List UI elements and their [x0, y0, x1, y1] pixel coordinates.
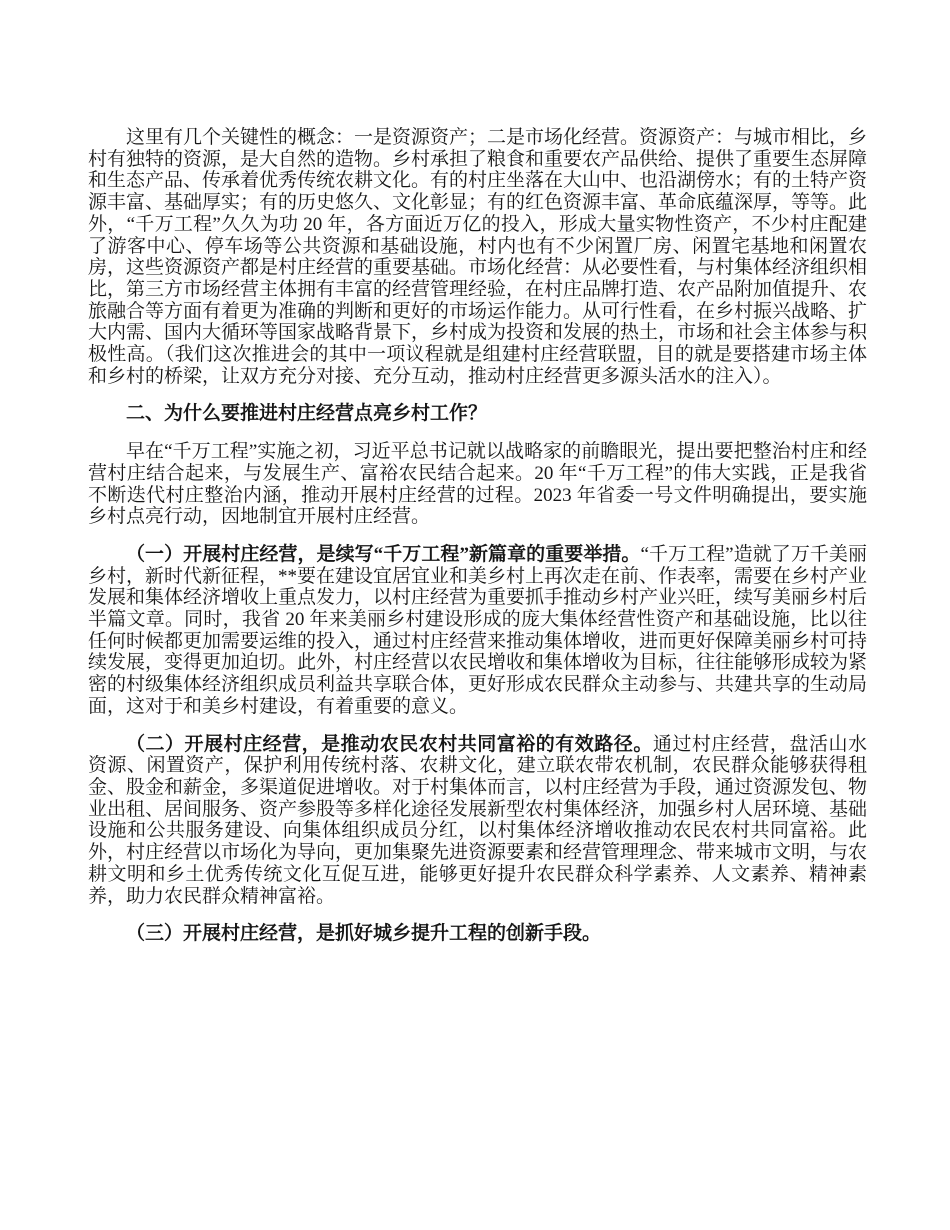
subsection-3-lead: （三）开展村庄经营，是抓好城乡提升工程的创新手段。 [126, 923, 602, 945]
subsection-paragraph-1 [88, 544, 867, 718]
subsection-paragraph-2 [88, 734, 867, 908]
subsection-1-lead: （一）开展村庄经营，是续写“千万工程”新篇章的重要举措。 [126, 543, 641, 565]
lead-paragraph: 早在“千万工程”实施之初，习近平总书记就以战略家的前瞻眼光，提出要把整治村庄和经营村庄结合起来，与发展生产、富裕农民结合起来。20 年“千万工程”的伟大实践，正是我省不断迭代村庄整治内涵，推动开展村庄经营的过程。2023 年省委一号文件明确提出，要实施乡村点亮行动，因地制宜开展村庄经营。 [88, 441, 867, 528]
subsection-2-body: 通过村庄经营，盘活山水资源、闲置资产，保护利用传统村落、农耕文化，建立联农带农机制，农民群众能够获得租金、股金和薪金，多渠道促进增收。对于村集体而言，以村庄经营为手段，通过资源发包、物业出租、居间服务、资产参股等多样化途径发展新型农村集体经济，加强乡村人居环境、基础设施和公共服务建设、向集体组织成员分红，以村集体经济增收推动农民农村共同富裕。此外，村庄经营以市场化为导向，更加集聚先进资源要素和经营管理理念、带来城市文明，与农耕文明和乡土优秀传统文化互促互进，能够更好提升农民群众科学素养、人文素养、精神素养，助力农民群众精神富裕。 [88, 733, 868, 907]
subsection-2-lead: （二）开展村庄经营，是推动农民农村共同富裕的有效路径。 [126, 733, 653, 755]
intro-paragraph: 这里有几个关键性的概念：一是资源资产；二是市场化经营。资源资产：与城市相比，乡村有独特的资源，是大自然的造物。乡村承担了粮食和重要农产品供给、提供了重要生态屏障和生态产品、传承着优秀传统农耕文化。有的村庄坐落在大山中、也沿湖傍水；有的土特产资源丰富、基础厚实；有的历史悠久、文化彰显；有的红色资源丰富、革命底蕴深厚，等等。此外，“千万工程”久久为功 20 年，各方面近万亿的投入，形成大量实物性资产，不少村庄配建了游客中心、停车场等公共资源和基础设施，村内也有不少闲置厂房、闲置宅基地和闲置农房，这些资源资产都是村庄经营的重要基础。市场化经营：从必要性看，与村集体经济组织相比，第三方市场经营主体拥有丰富的经营管理经验，在村庄品牌打造、农产品附加值提升、农旅融合等方面有着更为准确的判断和更好的市场运作能力。从可行性看，在乡村振兴战略、扩大内需、国内大循环等国家战略背景下，乡村成为投资和发展的热土，市场和社会主体参与积极性高。（我们这次推进会的其中一项议程就是组建村庄经营联盟，目的就是要搭建市场主体和乡村的桥梁，让双方充分对接、充分互动，推动村庄经营更多源头活水的注入）。 [88, 127, 868, 387]
document-content [88, 127, 867, 961]
subsection-1-body: “千万工程”造就了万千美丽乡村，新时代新征程，**要在建设宜居宜业和美乡村上再次走在前、作表率，需要在乡村产业发展和集体经济增收上重点发力，以村庄经营为重要抓手推动乡村产业兴旺，续写美丽乡村后半篇文章。同时，我省 20 年来美丽乡村建设形成的庞大集体经营性资产和基础设施，比以往任何时候都更加需要运维的投入，通过村庄经营来推动集体增收，进而更好保障美丽乡村可持续发展，变得更加迫切。此外，村庄经营以农民增收和集体增收为目标，往往能够形成较为紧密的村级集体经济组织成员利益共享联合体，更好形成农民群众主动参与、共建共享的生动局面，这对于和美乡村建设，有着重要的意义。 [88, 543, 868, 717]
subsection-paragraph-3 [88, 923, 867, 945]
section-heading: 二、为什么要推进村庄经营点亮乡村工作？ [126, 403, 488, 425]
